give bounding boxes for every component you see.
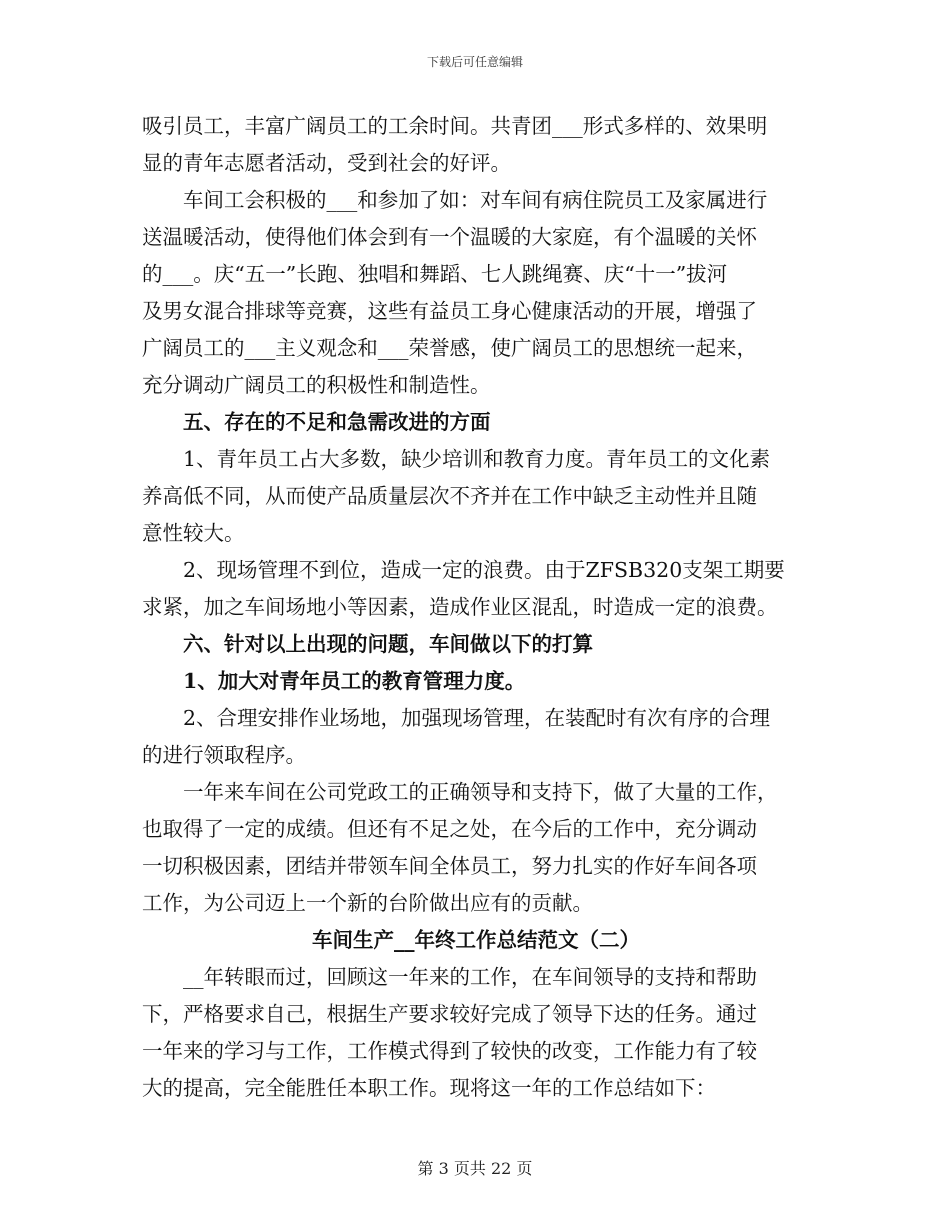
text-line: 意性较大。 [142,521,245,545]
text-line: 1、青年员工占大多数，缺少培训和教育力度。青年员工的文化素 [183,447,771,471]
page-footer: 第 3 页共 22 页 [417,1159,533,1178]
section-heading: 五、存在的不足和急需改进的方面 [183,410,491,434]
text-line: 一年来的学习与工作，工作模式得到了较快的改变，工作能力有了较 [142,1039,757,1063]
text-line: __年转眼而过，回顾这一年来的工作，在车间领导的支持和帮助 [183,965,757,989]
text-line: 求紧，加之车间场地小等因素，造成作业区混乱，时造成一定的浪费。 [142,595,778,619]
text-line: 充分调动广阔员工的积极性和制造性。 [142,373,491,397]
text-line: 2、合理安排作业场地，加强现场管理，在装配时有次有序的合理 [183,706,771,730]
text-line: 显的青年志愿者活动，受到社会的好评。 [142,151,511,175]
text-line: 养高低不同，从而使产品质量层次不齐并在工作中缺乏主动性并且随 [142,484,757,508]
text-line: 的进行领取程序。 [142,743,306,767]
text-line: 工作，为公司迈上一个新的台阶做出应有的贡献。 [142,891,593,915]
bold-item: 1、加大对青年员工的教育管理力度。 [183,669,526,693]
text-line: 一切积极因素，团结并带领车间全体员工，努力扎实的作好车间各项 [142,854,757,878]
text-line: 吸引员工，丰富广阔员工的工余时间。共青团___形式多样的、效果明 [142,114,768,138]
text-line: 及男女混合排球等竞赛，这些有益员工身心健康活动的开展，增强了 [142,299,757,323]
text-line: 下，严格要求自己，根据生产要求较好完成了领导下达的任务。通过 [142,1002,757,1026]
text-line: 车间工会积极的___和参加了如：对车间有病住院员工及家属进行 [183,188,768,212]
text-line: 2、现场管理不到位，造成一定的浪费。由于ZFSB320支架工期要 [183,558,785,582]
text-line: 广阔员工的___主义观念和___荣誉感，使广阔员工的思想统一起来， [142,336,757,360]
text-line: 送温暖活动，使得他们体会到有一个温暖的大家庭，有个温暖的关怀 [142,225,757,249]
document-body [142,108,810,1107]
text-line: 也取得了一定的成绩。但还有不足之处，在今后的工作中，充分调动 [142,817,757,841]
text-line: 一年来车间在公司党政工的正确领导和支持下，做了大量的工作， [183,780,778,804]
text-line: 的___。庆“五一”长跑、独唱和舞蹈、七人跳绳赛、庆“十一”拔河 [142,262,728,286]
section-heading: 六、针对以上出现的问题，车间做以下的打算 [183,632,593,656]
document-title: 车间生产__年终工作总结范文（二） [312,928,640,952]
page-header: 下载后可任意编辑 [426,55,523,69]
text-line: 大的提高，完全能胜任本职工作。现将这一年的工作总结如下： [142,1076,716,1100]
